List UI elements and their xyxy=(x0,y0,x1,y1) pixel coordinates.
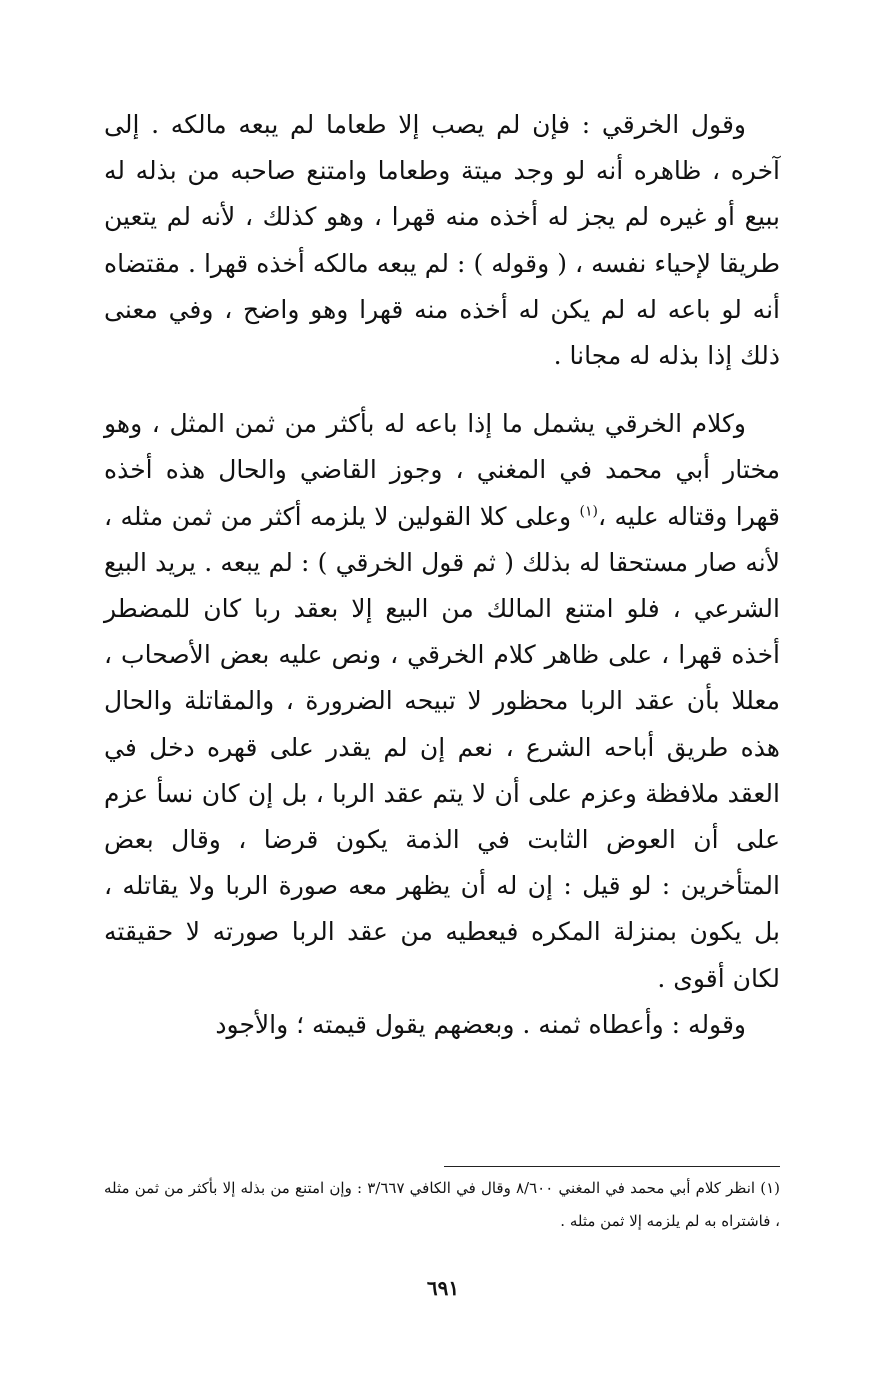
footnote-divider xyxy=(444,1166,780,1167)
paragraph-3: وقوله : وأعطاه ثمنه . وبعضهم يقول قيمته ؛ والأجود xyxy=(215,1009,746,1039)
paragraph-2 xyxy=(104,401,780,1002)
footnote: (١) انظر كلام أبي محمد في المغني ٨/٦٠٠ وقال في الكافي ٣/٦٦٧ : وإن امتنع من بذله إلا بأكثر من ثمن مثله ، فاشتراه به لم يلزمه إلا ثمن مثله . xyxy=(104,1179,780,1230)
main-text xyxy=(104,102,780,1048)
footnote-marker: (١) xyxy=(579,503,599,520)
paragraph-2-continued: وعلى كلا القولين لا يلزمه أكثر من ثمن مثله ، لأنه صار مستحقا له بذلك ( ثم قول الخرقي ) : لم يبعه . يريد البيع الشرعي ، فلو امتنع المالك من البيع إلا بعقد ربا كان للمضطر أخذه قهرا ، على ظاهر كلام الخرقي ، ونص عليه بعض الأصحاب ، معللا بأن عقد الربا محظور لا تبيحه الضرورة ، والمقاتلة والحال هذه طريق أباحه الشرع ، نعم إن لم يقدر على قهره دخل في العقد ملافظة وعزم على أن لا يتم عقد الربا ، بل إن كان نسأ عزم على أن العوض الثابت في الذمة يكون قرضا ، وقال بعض المتأخرين : لو قيل : إن له أن يظهر معه صورة الربا ولا يقاتله ، بل يكون بمنزلة المكره فيعطيه من عقد الربا صورته لا حقيقته لكان أقوى . xyxy=(104,501,780,993)
paragraph-2-text: وكلام الخرقي يشمل ما إذا باعه له بأكثر من ثمن المثل ، وهو مختار أبي محمد في المغني ، وجوز القاضي والحال هذه أخذه قهرا وقتاله عليه ، xyxy=(104,409,780,531)
page-number: ٦٩١ xyxy=(426,1276,460,1300)
paragraph-1: وقول الخرقي : فإن لم يصب إلا طعاما لم يبعه مالكه . إلى آخره ، ظاهره أنه لو وجد ميتة وطعاما وامتنع صاحبه من بذله له ببيع أو غيره لم يجز له أخذه منه قهرا ، وهو كذلك ، لأنه لم يتعين طريقا لإحياء نفسه ، ( وقوله ) : لم يبعه مالكه أخذه قهرا . مقتضاه أنه لو باعه له لم يكن له أخذه منه قهرا وهو واضح ، وفي معنى ذلك إذا بذله له مجانا . xyxy=(104,110,780,371)
